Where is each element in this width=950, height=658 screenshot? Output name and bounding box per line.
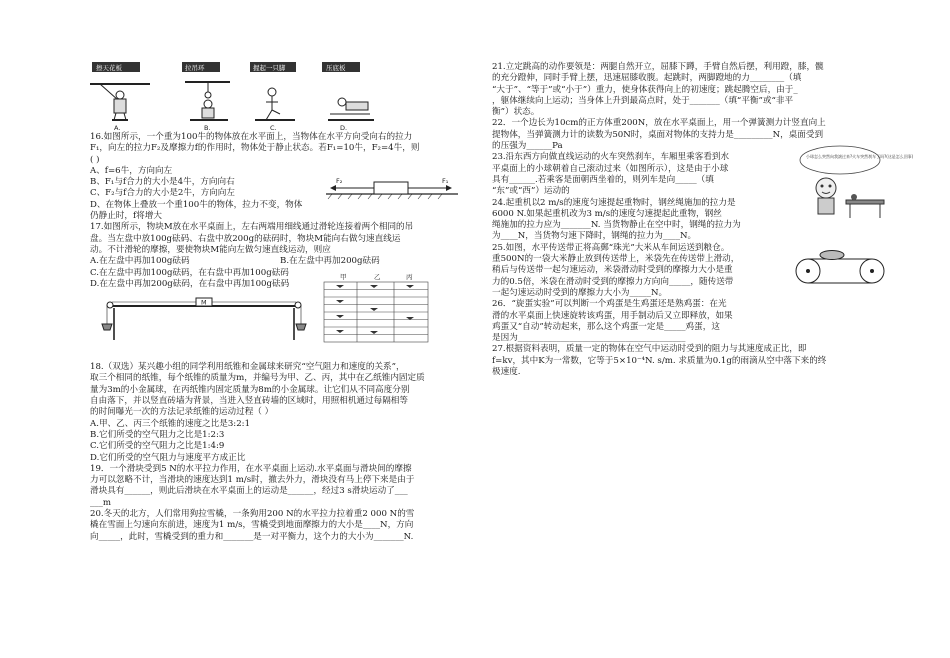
q22-line: 22．一个边长为10cm的正方体重200N，放在水平桌面上，用一个弹簧测力计竖直向上 <box>492 118 826 129</box>
q18-line: 取三个相同的纸锥，每个纸锥的质量为m，并编号为甲、乙、丙，其中在乙纸锥内固定质 <box>90 373 425 384</box>
q17-option-a: A.在左盘中再加100g砝码 <box>90 256 190 267</box>
q17-col-bing: 丙 <box>406 273 413 282</box>
fig-letter-b: B. <box>204 124 211 132</box>
q16-line: F₁，向左的拉力F₂及摩擦力f的作用时，物体处于静止状态。若F₁=10牛，F₂=4牛，则 <box>90 143 420 154</box>
q16-option-c: C、F₂与f合力的大小是2牛，方向向左 <box>90 188 235 199</box>
figure-b-person <box>185 82 230 120</box>
q19-line: 19．一个滑块受到5 N的水平拉力作用，在水平桌面上运动.水平桌面与滑块间的摩擦 <box>90 463 412 474</box>
question-19 <box>90 464 470 509</box>
figure-c-person <box>255 88 295 120</box>
right-column <box>492 62 914 378</box>
q20-line: 橇在雪面上匀速向东前进，速度为1 m/s，雪橇受到地面摩擦力的大小是____N，方向 <box>90 520 414 531</box>
q20-line: 向_____，此时，雪橇受到的重力和_______是一对平衡力，这个力的大小为_______N. <box>90 531 414 542</box>
fig-letter-a: A. <box>114 124 121 132</box>
q16-option-b: B、F₁与f合力的大小是4牛，方向向右 <box>90 177 235 188</box>
q18-line: 18.（双选）某兴趣小组的同学利用纸锥和金属球来研究“空气阻力和速度的关系”， <box>90 362 405 373</box>
q26-line: 滑的水平桌面上快速旋转该鸡蛋，用手制动后又立即释放，如果 <box>492 310 733 321</box>
q25-line: 稍后与传送带一起匀速运动，米袋滑动时受到的摩擦力大小是重 <box>492 265 733 276</box>
q18-line: 量为3m的小金属球，在丙纸锥内固定质量为8m的小金属球。让它们从不同高度分别 <box>90 384 410 395</box>
q27-line: f=kv，其中K为一常数，它等于5×10⁻⁴N. s/m. 求质量为0.1g的雨滴从空中落下来的终 <box>492 355 827 366</box>
q22-line: 提物体，当弹簧测力计的读数为50N时，桌面对物体的支持力是_________N，桌面受到 <box>492 129 824 140</box>
q16-f2-label: F₂ <box>336 176 343 185</box>
fig-label-d: 压底板 <box>326 64 346 72</box>
q17-line: 动。不计滑轮的摩擦，要使物块M能向左做匀速直线运动，则应 <box>90 244 331 255</box>
q25-conveyor-figure <box>792 247 888 287</box>
question-16 <box>90 132 470 222</box>
q22-line: 的压强为______Pa <box>492 141 563 152</box>
q19-line: 滑块具有______，则此后滑块在水平桌面上的运动是______，经过3 s滑块运动了___ <box>90 486 408 497</box>
q26-line: 鸡蛋又“自动”转动起来，那么这个鸡蛋一定是_____鸡蛋，这 <box>492 321 720 332</box>
q23-line: 具有______.若乘客是面朝西坐着的，则列车是向_____（填 <box>492 174 714 185</box>
q17-option-c: C.在左盘中再加100g砝码，在右盘中再加100g砝码 <box>90 267 289 278</box>
q23-bubble-text: 小球怎么突然向我滚过来?火车突然刹车了吗?(这是怎么回事) <box>806 154 914 160</box>
q25-line: 一起匀速运动时受到的摩擦力大小为_____N。 <box>492 287 668 298</box>
q17-line: 17.如图所示，物块M放在水平桌面上，左右两端用细线通过滑轮连接着两个相同的吊 <box>90 222 414 233</box>
q26-line: 是因为_______________________________________ <box>492 333 686 344</box>
q16-option-a: A、f=6牛，方向向左 <box>90 165 173 176</box>
q25-line: 25.如图，水平传送带正将高郵“珠光”大米从车间运送到粮仓。 <box>492 242 730 253</box>
question-17 <box>90 222 470 362</box>
question-21 <box>492 62 890 118</box>
fig-label-c: 握起一只脚 <box>253 64 286 72</box>
q18-option-b: B.它们所受的空气阻力之比是1:2:3 <box>90 429 225 440</box>
q16-option-d-cont: 仍静止时，f将增大 <box>90 211 162 222</box>
q21-line: “大于”、“等于”或“小于”）重力，使身体获得向上的初速度；跳起腾空后，由于_ <box>492 84 798 95</box>
question-25 <box>492 243 890 299</box>
q18-line: 自由落下，并以竖直砖墙为背景，当进入竖直砖墙的区域时，用照相机通过每隔相等 <box>90 396 408 407</box>
figure-a-person <box>90 84 150 120</box>
q19-line: 力可以忽略不计，当滑块的速度达到1 m/s时，撤去外力，滑块没有马上停下来是由于 <box>90 475 415 486</box>
q21-line: 21.立定跳高的动作要领是：两腿自然开立，屈膝下蹲，手臂自然后摆，利用蹬，膝，髋 <box>492 62 824 72</box>
figure-d-person <box>328 98 374 120</box>
q27-line: 27.根据资料表明，质量一定的物体在空气中运动时受到的阻力与其速度成正比，即 <box>492 344 807 355</box>
q18-option-c: C.它们所受的空气阻力之比是1:4:9 <box>90 441 225 452</box>
q17-option-b: B.在左盘中再加200g砝码 <box>280 256 380 267</box>
question-26 <box>492 299 890 344</box>
q27-line: 极速度. <box>492 367 521 378</box>
q19-line: ___m <box>90 497 112 508</box>
q21-line: ，躯体继续向上运动；当身体上升到最高点时，处于_______（填“平衡”或“非平 <box>492 95 794 106</box>
q24-line: 为____N，当货物匀速下降时，钢绳的拉力为____N。 <box>492 231 697 242</box>
top-figure-illustration <box>90 62 470 132</box>
q16-force-figure <box>322 172 462 200</box>
q18-option-d: D.它们所受的空气阻力与速度平方成正比 <box>90 452 246 463</box>
fig-label-b: 拉吊环 <box>185 64 205 72</box>
q17-col-jia: 甲 <box>340 273 347 282</box>
q23-cartoon-figure <box>796 144 914 222</box>
q17-m-label: M <box>201 298 207 307</box>
q21-line: 衡”）状态。 <box>492 107 540 118</box>
q24-line: 24.起重机以2 m/s的速度匀速提起重物时，钢丝绳施加的拉力是 <box>492 197 736 208</box>
top-figure-strip <box>90 62 470 132</box>
q17-brick-wall-figure <box>322 272 432 344</box>
q17-line: 盘。当左盘中放100g砝码、右盘中放200g的砝码时，物块M能向右做匀速直线运 <box>90 233 401 244</box>
fig-label-a: 擦天花板 <box>96 64 122 72</box>
q24-line: 绳施加的拉力应为_______N. 当货物静止在空中时，钢绳的拉力为 <box>492 220 741 231</box>
question-18 <box>90 362 470 464</box>
fig-letter-d: D. <box>340 124 348 132</box>
q16-f1-label: F₁ <box>442 176 449 185</box>
question-23 <box>492 152 914 197</box>
q16-block <box>374 182 408 194</box>
q17-col-yi: 乙 <box>374 273 381 282</box>
q25-line: 力的0.5倍，米袋在滑动时受到的摩擦力方向向_____，随传送带 <box>492 276 734 287</box>
question-27 <box>492 344 890 378</box>
left-column <box>90 62 470 543</box>
q23-line: “东”或“西”）运动的 <box>492 186 570 197</box>
fig-letter-c: C. <box>270 124 277 132</box>
q25-line: 重500N的一袋大米静止放到传送带上，米袋先在传送带上滑动， <box>492 254 740 265</box>
q20-line: 20.冬天的北方，人们常用狗拉雪橇，一条狗用200 N的水平拉力拉着重2 000 N的雪 <box>90 509 415 520</box>
q18-option-a: A.甲、乙、丙三个纸锥的速度之比是3:2:1 <box>90 418 251 429</box>
q18-line: 的时间曝光一次的方法记录纸锥的运动过程（ ） <box>90 407 274 418</box>
q16-line: 16.如图所示，一个重为100牛的物体放在水平面上，当物体在水平方向受向右的拉力 <box>90 132 413 142</box>
q16-line: ( ) <box>90 154 100 165</box>
q23-line: 平桌面上的小球朝着自己滚动过来（如图所示），这是由于小球 <box>492 163 729 174</box>
q24-line: 6000 N.如果起重机改为3 m/s的速度匀速提起此重物，钢丝 <box>492 208 722 219</box>
q17-option-d: D.在左盘中再加200g砝码，在右盘中再加100g砝码 <box>90 278 290 289</box>
q26-line: 26．“旋蛋实验”可以判断一个鸡蛋是生鸡蛋还是熟鸡蛋：在光 <box>492 299 727 310</box>
question-20 <box>90 509 470 543</box>
q23-line: 23.沿东西方向做直线运动的火车突然刹车，车厢里乘客看到水 <box>492 152 730 163</box>
q16-option-d: D、在物体上叠放一个重100牛的物体，拉力不变，物体 <box>90 199 303 210</box>
q17-pulley-figure <box>100 292 330 342</box>
q21-line: 的充分蹬伸，同时手臂上摆，迅速屈膝收腹。起跳时，两脚蹬地的力________（填 <box>492 73 802 84</box>
